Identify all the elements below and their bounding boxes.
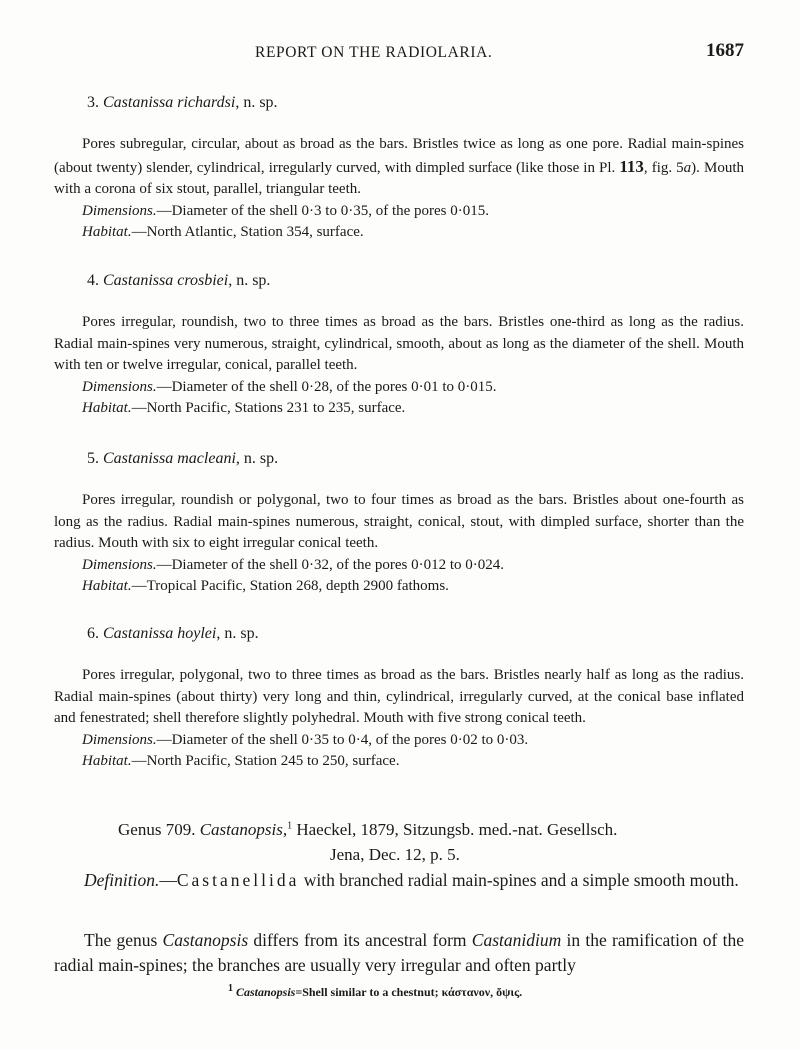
definition-text: with branched radial main-spines and a simple smooth mouth.	[299, 870, 739, 890]
habitat-label: Habitat.	[82, 753, 132, 769]
species-name: Castanissa crosbiei	[103, 272, 229, 289]
habitat-label: Habitat.	[82, 224, 132, 240]
dimensions-label: Dimensions.	[82, 731, 157, 748]
species-heading	[87, 272, 744, 290]
family-name: Castanellida	[176, 870, 300, 890]
genus-citation-continued: Jena, Dec. 12, p. 5.	[330, 845, 460, 864]
description-part: ). Mouth with a corona of six stout, parallel, triangular teeth.	[54, 159, 744, 197]
genus-prefix: Genus 709.	[118, 820, 200, 839]
species-description: Pores irregular, roundish or polygonal, two to four times as broad as the bars. Bristles about one-fourth as long as the radius. Radial main-spines numerous, straight, conical, stout, with dimpled surface, shorter than the radius. Mouth with six to eight irregular conical teeth.	[54, 492, 744, 551]
habitat-label: Habitat.	[82, 400, 132, 416]
species-suffix: , n. sp.	[235, 94, 278, 111]
genus-citation: Haeckel, 1879, Sitzungsb. med.-nat. Gesellsch.	[292, 820, 618, 839]
dimensions-text: —Diameter of the shell 0·35 to 0·4, of the pores 0·02 to 0·03.	[156, 731, 529, 748]
species-description: Pores irregular, roundish, two to three times as broad as the bars. Bristles one-third as long as the radius. Radial main-spines very numerous, straight, cylindrical, smooth, about as long as the diameter of the shell. Mouth with ten or twelve irregular, conical, parallel teeth.	[54, 314, 744, 373]
discussion-part: differs from its ancestral form	[248, 930, 472, 950]
species-entry	[54, 625, 744, 773]
species-entry	[54, 272, 744, 420]
habitat-text: —North Pacific, Station 245 to 250, surface.	[131, 753, 400, 769]
species-entry	[54, 94, 744, 244]
dimensions-line	[82, 377, 744, 399]
species-suffix: , n. sp.	[216, 625, 259, 642]
running-title: REPORT ON THE RADIOLARIA.	[255, 44, 493, 61]
species-heading	[87, 625, 744, 643]
habitat-text: —Tropical Pacific, Station 268, depth 2900 fathoms.	[131, 578, 449, 594]
species-number: 4.	[87, 272, 99, 289]
species-name: Castanissa richardsi	[103, 94, 236, 111]
footnote	[228, 985, 522, 1000]
species-entry	[54, 450, 744, 598]
description-part: Pores subregular, circular, about as broad as the bars. Bristles twice as long as one pore. Radial main-spines (about twenty) slender, cylindrical, irregularly curved, with dimpled surface (like those in Pl.	[54, 136, 744, 176]
habitat-line	[82, 751, 744, 773]
discussion-part: The genus	[84, 930, 163, 950]
dimensions-text: —Diameter of the shell 0·32, of the pores 0·012 to 0·024.	[156, 556, 505, 573]
dimensions-line	[82, 730, 744, 752]
discussion-genus: Castanopsis	[162, 930, 249, 950]
footnote-marker: 1	[228, 983, 233, 994]
dimensions-line	[82, 555, 744, 577]
genus-definition	[54, 868, 744, 893]
discussion-ancestor: Castanidium	[471, 930, 562, 950]
footnote-marker: 1	[287, 820, 293, 832]
dimensions-line	[82, 201, 744, 223]
habitat-label: Habitat.	[82, 578, 132, 594]
species-number: 3.	[87, 94, 99, 111]
species-name: Castanissa macleani	[103, 450, 236, 467]
species-number: 5.	[87, 450, 99, 467]
genus-discussion	[54, 928, 744, 978]
dimensions-label: Dimensions.	[82, 556, 157, 573]
definition-dash: —	[159, 870, 177, 890]
species-suffix: , n. sp.	[228, 272, 271, 289]
page-number: 1687	[706, 40, 744, 61]
footnote-text: =Shell similar to a chestnut; κάστανον, ὄψις.	[295, 985, 523, 999]
dimensions-text: —Diameter of the shell 0·3 to 0·35, of the pores 0·015.	[156, 202, 490, 219]
habitat-line	[82, 576, 744, 598]
dimensions-label: Dimensions.	[82, 202, 157, 219]
habitat-text: —North Pacific, Stations 231 to 235, surface.	[131, 400, 406, 416]
species-heading	[87, 94, 744, 112]
dimensions-text: —Diameter of the shell 0·28, of the pores 0·01 to 0·015.	[156, 378, 497, 395]
footnote-term: Castanopsis	[236, 985, 296, 999]
figure-letter: a	[683, 159, 692, 176]
species-description	[54, 134, 744, 201]
species-suffix: , n. sp.	[235, 450, 279, 467]
habitat-line	[82, 222, 744, 244]
definition-label: Definition.	[84, 870, 160, 890]
species-description: Pores irregular, polygonal, two to three times as broad as the bars. Bristles nearly half as long as the radius. Radial main-spines (about thirty) very long and thin, cylindrical, irregularly curved, at the conical base inflated and fenestrated; shell therefore slightly polyhedral. Mouth with five strong conical teeth.	[54, 667, 744, 726]
species-heading	[87, 450, 744, 468]
species-number: 6.	[87, 625, 99, 642]
plate-number: 113	[619, 156, 644, 176]
habitat-line	[82, 398, 744, 420]
description-part: , fig. 5	[643, 159, 684, 176]
species-name: Castanissa hoylei	[103, 625, 217, 642]
genus-name: Castanopsis,	[199, 820, 288, 839]
discussion-part: in the ramification of the radial main-spines; the branches are usually very irregular and often partly	[54, 930, 744, 975]
genus-heading	[118, 820, 617, 840]
dimensions-label: Dimensions.	[82, 378, 157, 395]
habitat-text: —North Atlantic, Station 354, surface.	[131, 224, 364, 240]
